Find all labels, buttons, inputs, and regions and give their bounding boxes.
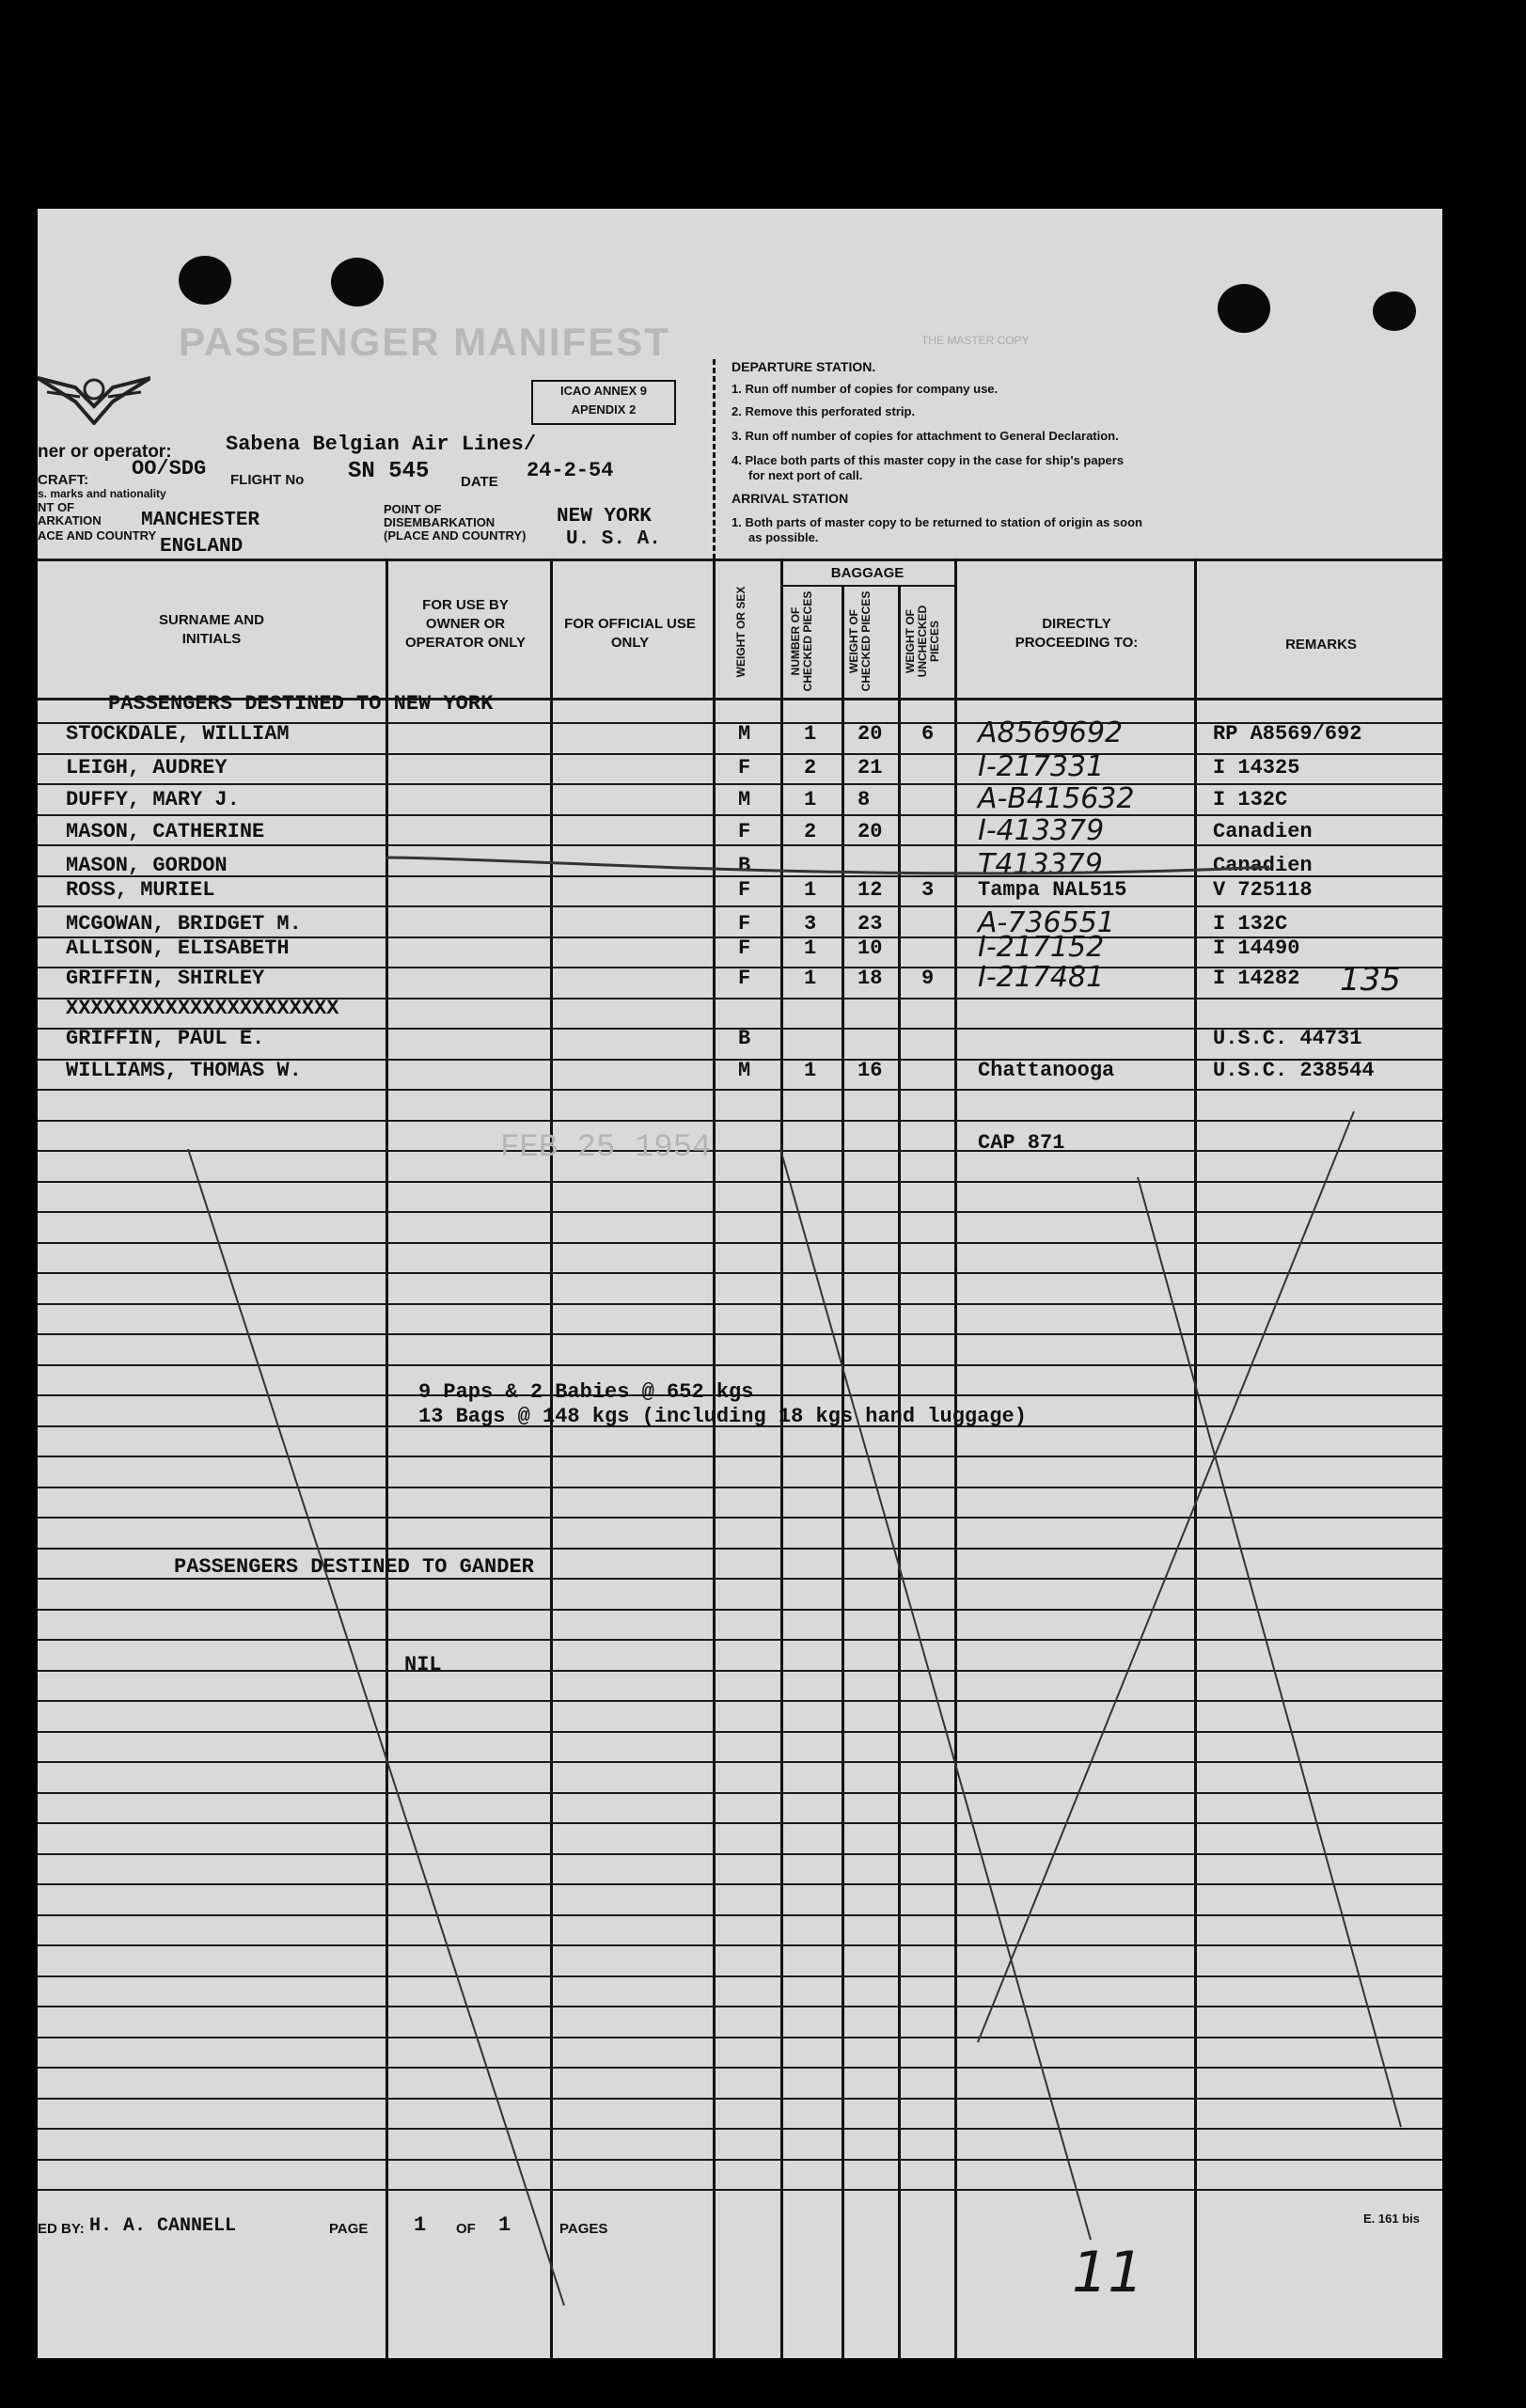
baggage-weight: 12 [857,878,883,902]
remarks: Canadien [1213,854,1313,877]
owner-value: Sabena Belgian Air Lines/ [226,433,537,456]
col-official-use: FOR OFFICIAL USE ONLY [564,616,696,651]
remarks: I 132C [1213,912,1288,936]
baggage-num: 1 [804,1059,817,1082]
date-label: DATE [461,474,498,490]
passenger-sex: F [738,967,751,990]
gander-nil: NIL [404,1653,442,1676]
proceed-to: Tampa NAL515 [978,878,1127,902]
passenger-name: ALLISON, ELISABETH [66,936,290,960]
proceed-to: Chattanooga [978,1059,1115,1082]
passenger-name: STOCKDALE, WILLIAM [66,722,290,746]
dep-instr-2: 2. Remove this perforated strip. [732,404,916,418]
proceed-to: I-217331 [978,750,1105,783]
passenger-sex: B [738,1027,751,1050]
passenger-sex: F [738,820,751,843]
passenger-sex: F [738,936,751,960]
remarks: RP A8569/692 [1213,722,1362,746]
embark-value-1: MANCHESTER [141,510,260,531]
icao-annex: ICAO ANNEX 9 [560,384,647,398]
baggage-num: 1 [804,967,817,990]
date-stamp: FEB 25 1954 [500,1130,712,1166]
prepared-value: H. A. CANNELL [89,2215,237,2237]
baggage-unchecked: 6 [921,722,935,746]
embark-label-1: NT OF [38,500,74,514]
remarks: V 725118 [1213,878,1313,902]
flight-value: SN 545 [348,459,430,484]
passenger-sex: F [738,878,751,902]
col-baggage: BAGGAGE [830,565,905,581]
baggage-weight: 21 [857,756,883,779]
departure-station: DEPARTURE STATION. [732,359,876,374]
baggage-num: 3 [804,912,817,936]
baggage-weight: 10 [857,936,883,960]
proceed-to: I-413379 [978,814,1105,847]
totals-line-2: 13 Bags @ 148 kgs (including 18 kgs hand luggage) [418,1405,1027,1428]
arr-instr-1b: as possible. [748,530,819,544]
remarks: U.S.C. 44731 [1213,1027,1362,1050]
col-num-checked: NUMBER OF CHECKED PIECES [789,590,814,692]
of-label: OF [456,2221,476,2237]
remarks: U.S.C. 238544 [1213,1059,1375,1082]
disembark-label-3: (PLACE AND COUNTRY) [384,528,527,543]
date-value: 24-2-54 [527,459,614,482]
proceed-to: A8569692 [978,716,1124,749]
passenger-name: ROSS, MURIEL [66,878,215,902]
remarks: I 14490 [1213,936,1300,960]
owner-label: ner or operator: [38,442,172,462]
proceed-extra: CAP 871 [978,1131,1065,1155]
col-surname: SURNAME AND INITIALS [159,612,264,647]
baggage-num: 1 [804,878,817,902]
manifest-sheet [38,209,1442,2358]
passenger-name: GRIFFIN, SHIRLEY [66,967,265,990]
remarks: I 14325 [1213,756,1300,779]
baggage-weight: 23 [857,912,883,936]
pages-label: PAGES [559,2221,608,2237]
passenger-name: MASON, GORDON [66,854,228,877]
dep-instr-4b: for next port of call. [748,468,863,482]
passenger-name: LEIGH, AUDREY [66,756,228,779]
passenger-name: XXXXXXXXXXXXXXXXXXXXXX [66,997,339,1020]
baggage-weight: 20 [857,722,883,746]
icao-apendix: APENDIX 2 [571,402,637,417]
page-label: PAGE [329,2221,369,2237]
col-remarks: REMARKS [1285,637,1357,653]
passenger-name: DUFFY, MARY J. [66,788,240,811]
form-title: PASSENGER MANIFEST [179,320,670,364]
baggage-unchecked: 3 [921,878,935,902]
passenger-name: MCGOWAN, BRIDGET M. [66,912,302,936]
remark-extra: 135 [1340,961,1401,999]
baggage-weight: 20 [857,820,883,843]
page-value: 1 [414,2213,427,2237]
baggage-weight: 16 [857,1059,883,1082]
cancel-strokes [38,209,1442,2358]
embark-label-2: ARKATION [38,513,102,527]
totals-line-1: 9 Paps & 2 Babies @ 652 kgs [418,1380,754,1404]
col-owner-use: FOR USE BY OWNER OR OPERATOR ONLY [404,597,527,651]
disembark-label-2: DISEMBARKATION [384,515,496,529]
master-copy-label: THE MASTER COPY [921,334,1030,347]
col-weight-checked: WEIGHT OF CHECKED PIECES [847,590,873,692]
passenger-sex: F [738,912,751,936]
proceed-to: T413379 [978,848,1103,881]
disembark-value-2: U. S. A. [566,528,661,550]
remarks: I 14282 [1213,967,1300,990]
baggage-unchecked: 9 [921,967,935,990]
passenger-sex: M [738,788,751,811]
hand-number: 11 [1072,2240,1144,2306]
proceed-to: I-217152 [978,931,1105,964]
arr-instr-1: 1. Both parts of master copy to be returned to station of origin as soon [732,515,1142,529]
form-code: E. 161 bis [1363,2211,1420,2226]
proceed-to: A-736551 [978,906,1115,939]
arrival-station: ARRIVAL STATION [732,491,849,506]
baggage-num: 1 [804,788,817,811]
aircraft-label: CRAFT: [38,472,89,488]
of-value: 1 [498,2213,511,2237]
dep-instr-3: 3. Run off number of copies for attachment to General Declaration. [732,429,1119,443]
col-weight-sex: WEIGHT OR SEX [734,586,747,678]
baggage-weight: 18 [857,967,883,990]
passenger-sex: M [738,1059,751,1082]
section-header-gander: PASSENGERS DESTINED TO GANDER [174,1555,534,1579]
baggage-num: 2 [804,820,817,843]
marks-label: s. marks and nationality [38,487,166,500]
passenger-sex: B [738,854,751,877]
prepared-label: ED BY: [38,2221,85,2237]
remarks: I 132C [1213,788,1288,811]
col-weight-unchecked: WEIGHT OF UNCHECKED PIECES [904,605,941,678]
section-header-new-york: PASSENGERS DESTINED TO NEW YORK [108,692,494,716]
proceed-to: A-B415632 [978,782,1135,815]
disembark-label-1: POINT OF [384,502,442,516]
flight-label: FLIGHT No [230,472,305,488]
embark-value-2: ENGLAND [160,536,244,558]
col-proceeding: DIRECTLY PROCEEDING TO: [1015,616,1139,651]
baggage-num: 1 [804,722,817,746]
embark-label-3: ACE AND COUNTRY [38,528,157,543]
baggage-weight: 8 [857,788,871,811]
dep-instr-4: 4. Place both parts of this master copy in the case for ship's papers [732,453,1125,467]
dep-instr-1: 1. Run off number of copies for company use. [732,382,999,396]
passenger-sex: M [738,722,751,746]
baggage-num: 2 [804,756,817,779]
aircraft-value: OO/SDG [132,457,207,480]
remarks: Canadien [1213,820,1313,843]
proceed-to: I-217481 [978,961,1105,994]
disembark-value-1: NEW YORK [557,506,652,527]
passenger-name: GRIFFIN, PAUL E. [66,1027,265,1050]
baggage-num: 1 [804,936,817,960]
passenger-name: WILLIAMS, THOMAS W. [66,1059,302,1082]
passenger-name: MASON, CATHERINE [66,820,265,843]
passenger-sex: F [738,756,751,779]
